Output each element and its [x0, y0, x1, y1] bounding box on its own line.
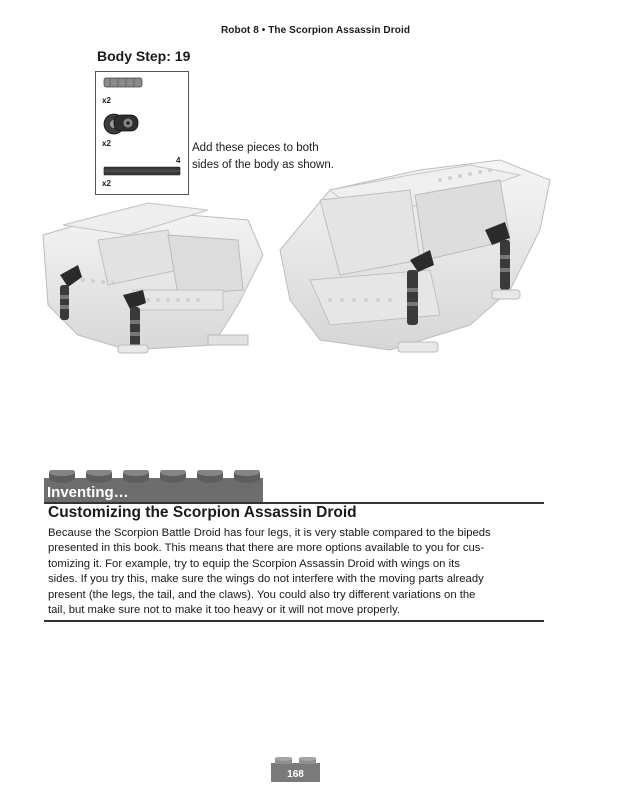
- part-qty: x2: [102, 139, 111, 148]
- sidebar-line: sides. If you try this, make sure the wings do not interfere with the moving parts already: [48, 573, 484, 586]
- instruction-line: sides of the body as shown.: [192, 158, 334, 171]
- sidebar-label: Inventing…: [47, 484, 129, 501]
- sidebar-line: tomizing it. For example, try to equip the Scorpion Assassin Droid with wings on its: [48, 557, 460, 570]
- step-title: Body Step: 19: [97, 48, 191, 64]
- perpendicular-connector-icon: [104, 114, 138, 134]
- robot-body-left-view-illustration: [38, 195, 278, 370]
- running-head: Robot 8 • The Scorpion Assassin Droid: [220, 25, 411, 36]
- part-qty: x2: [102, 96, 111, 105]
- parts-list-box: [95, 71, 189, 195]
- sidebar-body: [48, 526, 544, 618]
- sidebar-title: Customizing the Scorpion Assassin Droid: [48, 504, 357, 521]
- parts-list-art: [96, 72, 188, 194]
- page-number: 168: [287, 769, 304, 780]
- robot-body-right-view-illustration: [270, 150, 560, 370]
- instruction-line: Add these pieces to both: [192, 142, 319, 154]
- axle-connector-icon: [104, 78, 142, 87]
- sidebar-line: tail, but make sure not to make it too heavy or it will not move properly.: [48, 604, 401, 617]
- sidebar-line: Because the Scorpion Battle Droid has four legs, it is very stable compared to the bipeds: [48, 527, 491, 539]
- sidebar-line: presented in this book. This means that there are more options available to you for cus-: [48, 542, 485, 555]
- part-length: 4: [176, 156, 181, 165]
- part-qty: x2: [102, 179, 111, 188]
- sidebar-bottom-rule: [44, 620, 544, 622]
- axle-4-icon: [104, 167, 180, 175]
- sidebar-line: present (the legs, the tail, and the claws). You could also try different variations on the: [48, 588, 476, 601]
